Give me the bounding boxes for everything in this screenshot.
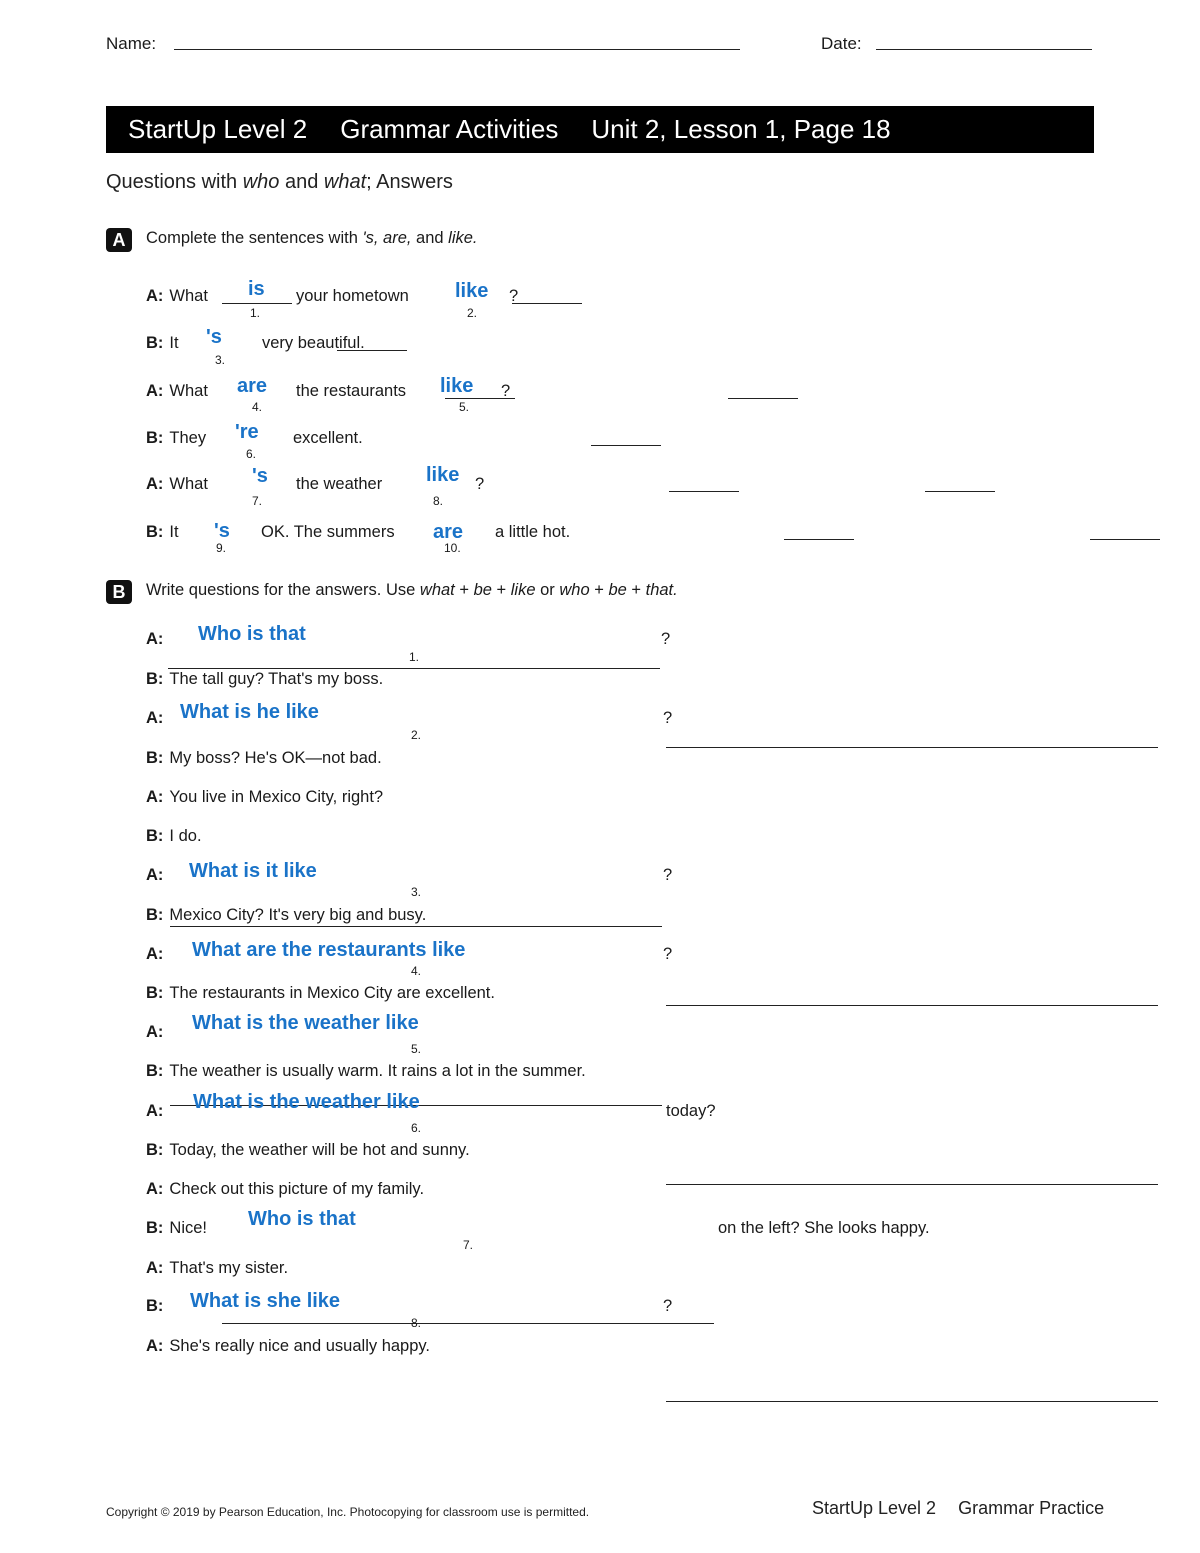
- question-number-1: 1.: [409, 650, 420, 664]
- blank-number-7: 7.: [252, 494, 263, 508]
- line-text: ?: [663, 709, 673, 727]
- question-number-6: 6.: [411, 1121, 422, 1135]
- question-blank-6[interactable]: [666, 1168, 1158, 1185]
- question-number-4: 4.: [411, 964, 422, 978]
- question-answer-1: Who is that: [198, 623, 306, 645]
- section-b-instruction: Write questions for the answers. Use what + be + like or who + be + that.: [146, 581, 678, 599]
- title-bar: [106, 106, 1094, 153]
- question-answer-7: Who is that: [248, 1208, 356, 1230]
- unit-lesson-page: Unit 2, Lesson 1, Page 18: [591, 114, 891, 144]
- exercise-b-line-16: B: Nice!: [146, 1219, 208, 1237]
- exercise-b-line-1: A:: [146, 630, 164, 648]
- blank-9[interactable]: [784, 523, 854, 540]
- exercise-b-line-13: A:: [146, 1102, 164, 1120]
- activity-title: Grammar Activities: [340, 114, 559, 144]
- name-field[interactable]: [174, 49, 740, 50]
- answer-4: are: [237, 375, 268, 397]
- line-text: excellent.: [293, 429, 363, 447]
- blank-8[interactable]: [925, 475, 995, 492]
- line-text: a little hot.: [495, 523, 571, 541]
- line-text: the restaurants: [296, 382, 407, 400]
- page-subtitle: Questions with who and what; Answers: [106, 171, 453, 193]
- line-text: the weather: [296, 475, 383, 493]
- exercise-a-line-6: B: It: [146, 523, 179, 541]
- exercise-b-line-9: A:: [146, 945, 164, 963]
- line-text: on the left? She looks happy.: [718, 1219, 930, 1237]
- question-number-8: 8.: [411, 1316, 422, 1330]
- answer-1: is: [248, 278, 265, 300]
- line-text: your hometown: [296, 287, 409, 305]
- exercise-b-line-7: A:: [146, 866, 164, 884]
- question-blank-8[interactable]: [666, 1385, 1158, 1402]
- line-text: ?: [475, 475, 485, 493]
- answer-6: 're: [235, 421, 259, 443]
- date-label: Date:: [821, 34, 862, 53]
- exercise-b-line-10: B: The restaurants in Mexico City are excellent.: [146, 984, 495, 1002]
- line-text: ?: [509, 287, 519, 305]
- blank-number-1: 1.: [250, 306, 261, 320]
- question-answer-2: What is he like: [180, 701, 319, 723]
- blank-6[interactable]: [591, 429, 661, 446]
- exercise-b-line-14: B: Today, the weather will be hot and sunny.: [146, 1141, 470, 1159]
- exercise-b-line-17: A: That's my sister.: [146, 1259, 289, 1277]
- blank-5[interactable]: [728, 382, 798, 399]
- blank-number-4: 4.: [252, 400, 263, 414]
- exercise-a-line-3: A: What: [146, 382, 208, 400]
- line-text: ?: [501, 382, 511, 400]
- question-answer-4: What are the restaurants like: [192, 939, 466, 961]
- blank-7[interactable]: [669, 475, 739, 492]
- exercise-b-line-3: A:: [146, 709, 164, 727]
- question-blank-4[interactable]: [666, 989, 1158, 1006]
- blank-number-8: 8.: [433, 494, 444, 508]
- name-label: Name:: [106, 34, 157, 53]
- line-text: ?: [663, 1297, 673, 1315]
- question-number-2: 2.: [411, 728, 422, 742]
- exercise-a-line-5: A: What: [146, 475, 208, 493]
- answer-2: like: [455, 280, 489, 302]
- answer-10: are: [433, 521, 464, 543]
- question-number-7: 7.: [463, 1238, 474, 1252]
- exercise-b-line-11: A:: [146, 1023, 164, 1041]
- exercise-b-line-18: B:: [146, 1297, 164, 1315]
- question-answer-3: What is it like: [189, 860, 317, 882]
- exercise-b-line-8: B: Mexico City? It's very big and busy.: [146, 906, 427, 924]
- line-text: today?: [666, 1102, 716, 1120]
- section-b-badge: B: [106, 580, 132, 604]
- exercise-a-line-4: B: They: [146, 429, 207, 447]
- exercise-a-line-2: B: It: [146, 334, 179, 352]
- answer-7: 's: [252, 465, 268, 487]
- exercise-b-line-4: B: My boss? He's OK—not bad.: [146, 749, 382, 767]
- blank-2[interactable]: [512, 287, 582, 304]
- question-number-5: 5.: [411, 1042, 422, 1056]
- blank-number-3: 3.: [215, 353, 226, 367]
- question-blank-2[interactable]: [666, 731, 1158, 748]
- exercise-b-line-5: A: You live in Mexico City, right?: [146, 788, 384, 806]
- line-text: OK. The summers: [261, 523, 395, 541]
- line-text: very beautiful.: [262, 334, 365, 352]
- line-text: ?: [661, 630, 671, 648]
- blank-number-2: 2.: [467, 306, 478, 320]
- blank-10[interactable]: [1090, 523, 1160, 540]
- copyright-notice: Copyright © 2019 by Pearson Education, Inc. Photocopying for classroom use is permitted.: [106, 1505, 590, 1519]
- question-answer-5: What is the weather like: [192, 1012, 419, 1034]
- exercise-a-line-1: A: What: [146, 287, 208, 305]
- course-title: StartUp Level 2: [128, 114, 308, 144]
- question-number-3: 3.: [411, 885, 422, 899]
- blank-number-10: 10.: [444, 541, 461, 555]
- answer-9: 's: [214, 520, 230, 542]
- footer-course: StartUp Level 2 Grammar Practice: [812, 1498, 1105, 1518]
- blank-number-6: 6.: [246, 447, 257, 461]
- blank-number-5: 5.: [459, 400, 470, 414]
- date-field[interactable]: [876, 49, 1092, 50]
- section-a-badge: A: [106, 228, 132, 252]
- section-a-instruction: Complete the sentences with 's, are, and like.: [146, 229, 478, 247]
- exercise-b-line-6: B: I do.: [146, 827, 202, 845]
- question-answer-8: What is she like: [190, 1290, 341, 1312]
- question-answer-6: What is the weather like: [193, 1091, 420, 1113]
- exercise-b-line-15: A: Check out this picture of my family.: [146, 1180, 425, 1198]
- answer-3: 's: [206, 326, 222, 348]
- exercise-b-line-12: B: The weather is usually warm. It rains a lot in the summer.: [146, 1062, 586, 1080]
- line-text: ?: [663, 866, 673, 884]
- blank-number-9: 9.: [216, 541, 227, 555]
- exercise-b-line-2: B: The tall guy? That's my boss.: [146, 670, 384, 688]
- answer-8: like: [426, 464, 460, 486]
- answer-5: like: [440, 375, 474, 397]
- line-text: ?: [663, 945, 673, 963]
- exercise-b-line-19: A: She's really nice and usually happy.: [146, 1337, 431, 1355]
